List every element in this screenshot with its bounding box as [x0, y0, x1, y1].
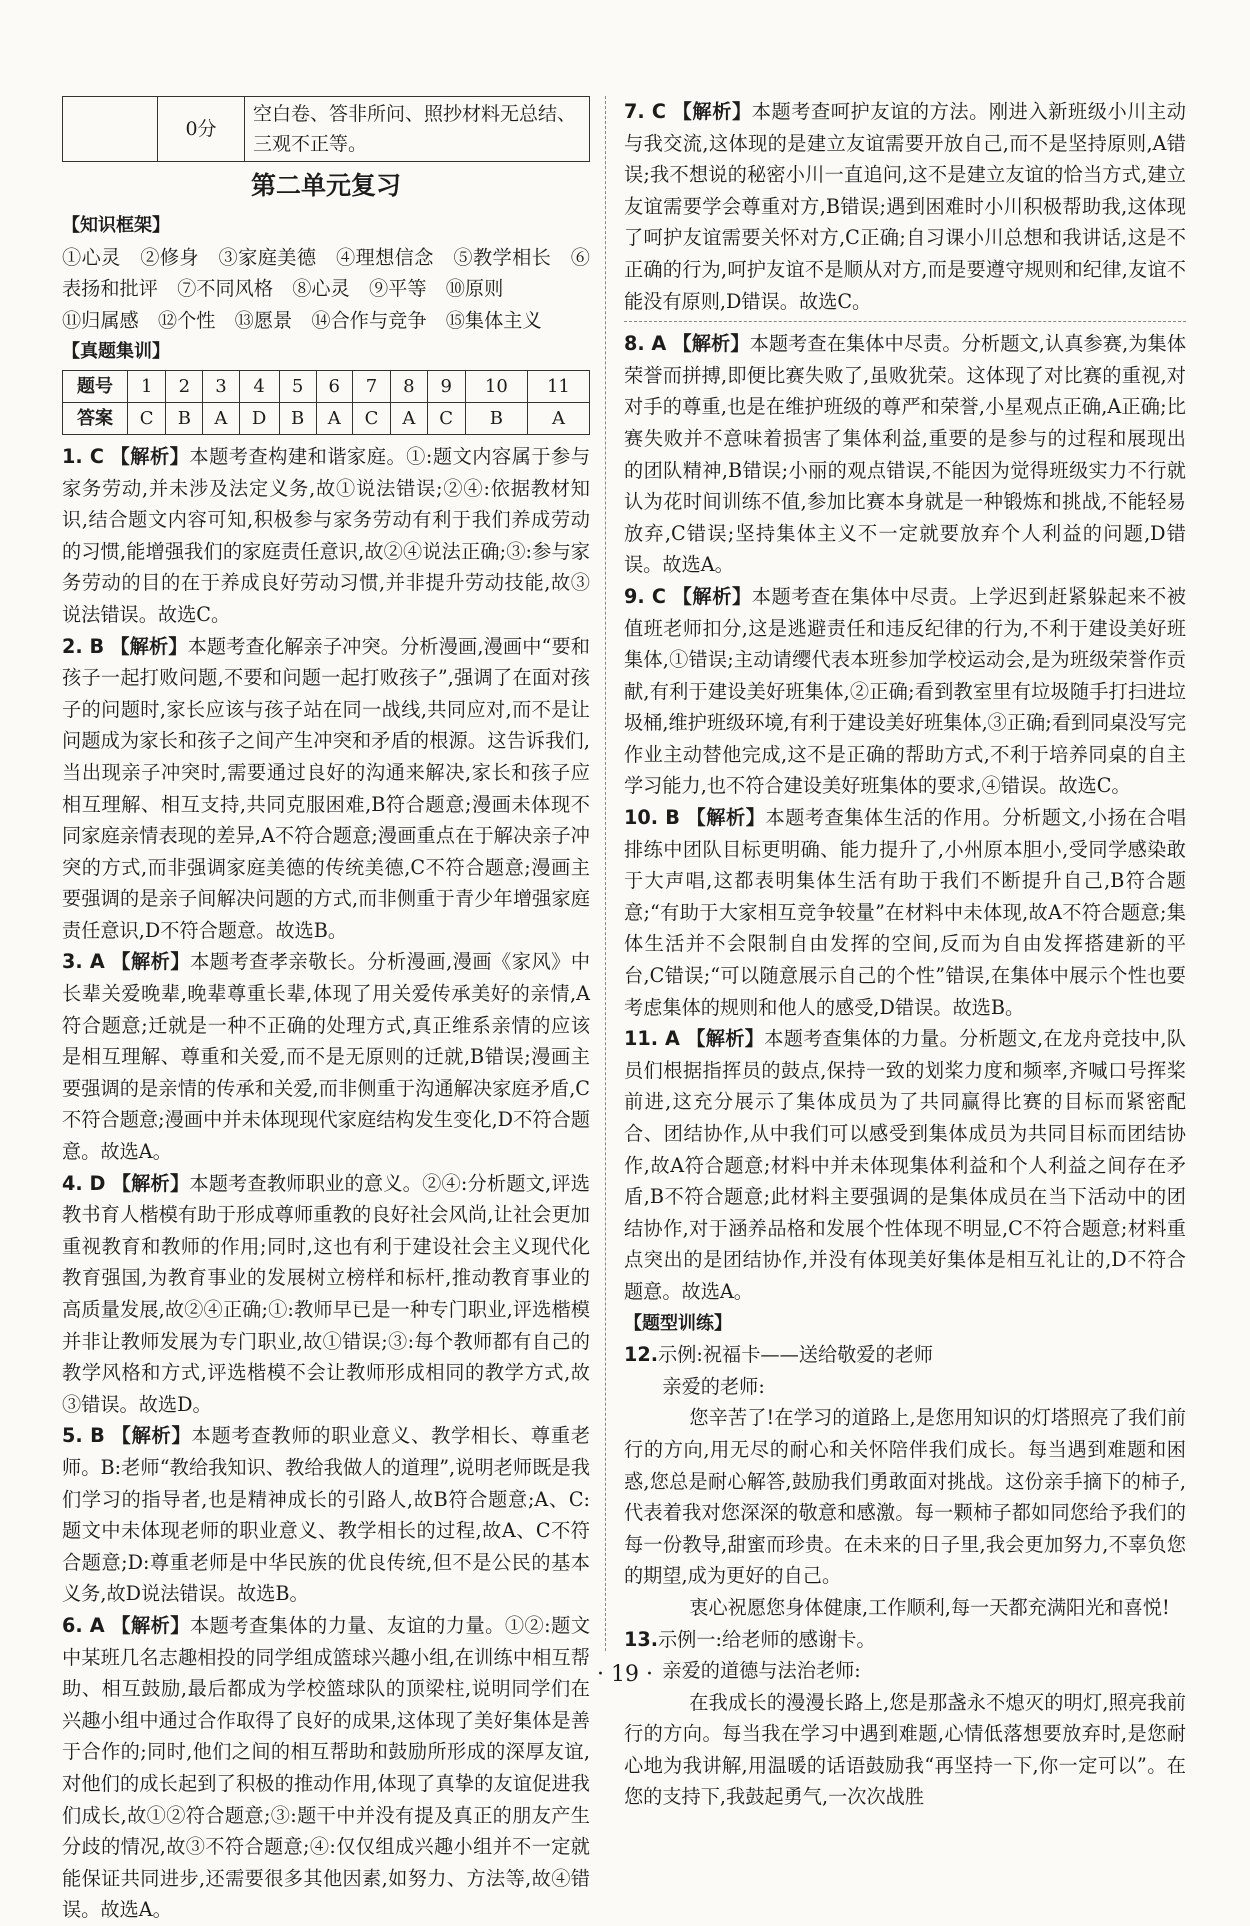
answer-table-number: 11 [527, 370, 589, 402]
q12-title [624, 1339, 1186, 1371]
analysis-text: 本题考查教师的职业意义、教学相长、尊重老师。B:老师“教给我知识、教给我做人的道理”,说明老师既是我们学习的指导者,也是精神成长的引路人,故B符合题意;A、C:题文中未体现老师的职业意义、教学相长的过程,故A、C不符合题意;D:尊重老师是中华民族的优良传统,但不是公民的基本义务,故D说法错误。故选B。 [62, 1424, 591, 1606]
item-number: 11. A [624, 1027, 680, 1051]
item-number: 12. [624, 1343, 658, 1367]
knowledge-label: 【知识框架】 [62, 215, 170, 236]
analysis-tag: 【解析】 [110, 634, 188, 658]
item-number: 7. C [624, 100, 666, 123]
real-exam-label: 【真题集训】 [62, 341, 170, 363]
answer-table-answer: A [391, 402, 427, 434]
analysis-item-11 [624, 1023, 1186, 1307]
answer-table-number: 10 [465, 370, 527, 402]
analysis-tag: 【解析】 [111, 950, 191, 974]
analysis-item-7 [624, 96, 1186, 317]
analysis-text: 本题考查呵护友谊的方法。刚进入新班级小川主动与我交流,这体现的是建立友谊需要开放自己,而不是坚持原则,A错误;我不想说的秘密小川一直追问,这不是建立友谊的恰当方式,建立友谊需要学会尊重对方,B错误;遇到困难时小川积极帮助我,这体现了呵护友谊需要关怀对方,C正确;自习课小川总想和我讲话,这是不正确的行为,呵护友谊不是顺从对方,而是要遵守规则和纪律,友谊不能没有原则,D错误。故选C。 [624, 100, 1186, 313]
q12-title-text: 示例:祝福卡——送给敬爱的老师 [658, 1343, 934, 1367]
q12-paragraph-1: 您辛苦了!在学习的道路上,是您用知识的灯塔照亮了我们前行的方向,用无尽的耐心和关怀陪伴我们成长。每当遇到难题和困惑,您总是耐心解答,鼓励我们勇敢面对挑战。这份亲手摘下的柿子,代表着我对您深深的敬意和感激。每一颗柿子都如同您给予我们的每一份教导,甜蜜而珍贵。在未来的日子里,我会更加努力,不辜负您的期望,成为更好的自己。 [624, 1406, 1186, 1588]
item-number: 4. D [62, 1171, 106, 1195]
knowledge-line-1: ①心灵 ②修身 ③家庭美德 ④理想信念 ⑤教学相长 ⑥表扬和批评 ⑦不同风格 ⑧心灵 ⑨平等 ⑩原则 [62, 245, 590, 301]
answer-table-number: 3 [203, 370, 239, 402]
analysis-item-3 [62, 946, 590, 1167]
score-table-blank [63, 97, 158, 162]
analysis-item-9 [624, 581, 1186, 802]
analysis-tag: 【解析】 [686, 1027, 765, 1051]
analysis-tag: 【解析】 [686, 806, 766, 830]
left-column [62, 96, 590, 1926]
answer-table-answer: C [427, 402, 465, 434]
training-label: 【题型训练】 [624, 1312, 732, 1334]
answer-table-number: 2 [166, 370, 203, 402]
answer-table-number: 1 [128, 370, 166, 402]
answer-table-answer: A [527, 402, 589, 434]
item-number: 13. [624, 1627, 658, 1651]
answer-table-answer: C [128, 402, 166, 434]
answer-table-answer: A [203, 402, 239, 434]
unit-title: 第二单元复习 [250, 171, 401, 200]
item-number: 3. A [62, 950, 105, 974]
answer-table-answer: B [465, 402, 527, 434]
answer-table-answer: B [166, 402, 203, 434]
analysis-item-1 [62, 441, 590, 631]
answer-table-number: 8 [391, 370, 427, 402]
answer-table-answer: C [352, 402, 390, 434]
analysis-text: 本题考查集体生活的作用。分析题文,小扬在合唱排练中团队目标更明确、能力提升了,小州原本胆小,受同学感染敢于大声唱,这都表明集体生活有助于我们不断提升自己,B符合题意;“有助于大家相互竞争较量”在材料中未体现,故A不符合题意;集体生活并不会限制自由发挥的空间,反而为自由发挥搭建新的平台,C错误;“可以随意展示自己的个性”错误,在集体中展示个性也要考虑集体的规则和他人的感受,D错误。故选B。 [624, 806, 1186, 1019]
answer-table [62, 370, 590, 435]
item-number: 1. C [62, 444, 104, 468]
q13-title [624, 1624, 1186, 1656]
analysis-text: 本题考查构建和谐家庭。①:题文内容属于参与家务劳动,并未涉及法定义务,故①说法错误;②④:依据教材知识,结合题文内容可知,积极参与家务劳动有利于我们养成劳动的习惯,能增强我们的家庭责任意识,故②④说法正确;③:参与家务劳动的目的在于养成良好劳动习惯,并非提升劳动技能,故③说法错误。故选C。 [62, 444, 591, 626]
q13-greeting: 亲爱的道德与法治老师: [662, 1659, 861, 1683]
analysis-text: 本题考查集体的力量、友谊的力量。①②:题文中某班几名志趣相投的同学组成篮球兴趣小组,在训练中相互帮助、相互鼓励,最后都成为学校篮球队的顶梁柱,说明同学们在兴趣小组中通过合作取得了良好的成果,这体现了美好集体是善于合作的;同时,他们之间的相互帮助和鼓励所形成的深厚友谊,对他们的成长起到了积极的推动作用,体现了真挚的友谊促进我们成长,故①②符合题意;③:题干中并没有提及真正的朋友产生分歧的情况,故③不符合题意;④:仅仅组成兴趣小组并不一定就能保证共同进步,还需要很多其他因素,如努力、方法等,故④错误。故选A。 [62, 1613, 591, 1922]
analysis-tag: 【解析】 [111, 1424, 192, 1448]
answer-table-header-answer: 答案 [63, 402, 128, 434]
analysis-text: 本题考查在集体中尽责。分析题文,认真参赛,为集体荣誉而拼搏,即便比赛失败了,虽败犹荣。这体现了对比赛的重视,对对手的尊重,也是在维护班级的尊严和荣誉,小星观点正确,A正确;比赛失败并不意味着损害了集体利益,重要的是参与的过程和展现出的团队精神,B错误;小丽的观点错误,不能因为觉得班级实力不行就认为花时间训练不值,参加比赛本身就是一种锻炼和挑战,不能轻易放弃,C错误;坚持集体主义不一定就要放弃个人利益的问题,D错误。故选A。 [624, 332, 1187, 577]
column-divider [605, 96, 606, 1651]
analysis-text: 本题考查教师职业的意义。②④:分析题文,评选教书育人楷模有助于形成尊师重教的良好社会风尚,让社会更加重视教育和教师的作用;同时,这也有利于建设社会主义现代化教育强国,为教育事业的发展树立榜样和标杆,推动教育事业的高质量发展,故②④正确;①:教师早已是一种专门职业,评选楷模并非让教师发展为专门职业,故①错误;③:每个教师都有自己的教学风格和方式,评选楷模不会让教师形成相同的教学方式,故③错误。故选D。 [62, 1171, 590, 1416]
item-number: 9. C [624, 584, 666, 608]
answer-table-answer: D [239, 402, 279, 434]
analysis-item-6 [62, 1610, 590, 1926]
answer-table-row-numbers [63, 370, 590, 402]
answer-table-answer: B [279, 402, 316, 434]
analysis-tag: 【解析】 [672, 100, 752, 123]
item-number: 6. A [62, 1613, 105, 1637]
answer-table-number: 6 [316, 370, 352, 402]
q13-title-text: 示例一:给老师的感谢卡。 [658, 1627, 876, 1651]
answer-table-number: 5 [279, 370, 316, 402]
analysis-item-8 [624, 328, 1186, 581]
q12-greeting: 亲爱的老师: [662, 1374, 765, 1398]
item-number: 8. A [624, 332, 667, 356]
item-number: 2. B [62, 634, 105, 658]
analysis-text: 本题考查化解亲子冲突。分析漫画,漫画中“要和孩子一起打败问题,不要和问题一起打败孩子”,强调了在面对孩子的问题时,家长应该与孩子站在同一战线,共同应对,而不是让问题成为家长和孩子之间产生冲突和矛盾的根源。这告诉我们,当出现亲子冲突时,需要通过良好的沟通来解决,家长和孩子应相互理解、相互支持,共同克服困难,B符合题意;漫画未体现不同家庭亲情表现的差异,A不符合题意;漫画重点在于解决亲子冲突的方式,而非强调家庭美德的传统美德,C不符合题意;漫画主要强调的是亲子间解决问题的方式,而非侧重于青少年增强家庭责任意识,D不符合题意。故选B。 [62, 634, 590, 942]
answer-table-answer: A [316, 402, 352, 434]
analysis-tag: 【解析】 [672, 332, 750, 356]
score-cell: 0分 [158, 97, 245, 162]
analysis-item-5 [62, 1420, 590, 1610]
knowledge-line-2: ⑪归属感 ⑫个性 ⑬愿景 ⑭合作与竞争 ⑮集体主义 [62, 308, 542, 332]
item-number: 5. B [62, 1424, 105, 1448]
item-number: 10. B [624, 806, 680, 830]
answer-table-number: 4 [239, 370, 279, 402]
q12-paragraph-2: 衷心祝愿您身体健康,工作顺利,每一天都充满阳光和喜悦! [689, 1595, 1170, 1619]
analysis-text: 本题考查集体的力量。分析题文,在龙舟竞技中,队员们根据指挥员的鼓点,保持一致的划桨力度和频率,齐喊口号挥桨前进,这充分展示了集体成员为了共同赢得比赛的目标而紧密配合、团结协作,从中我们可以感受到集体成员为共同目标而团结协作,故A符合题意;材料中并未体现集体利益和个人利益之间存在矛盾,B不符合题意;此材料主要强调的是集体成员在当下活动中的团结协作,对于涵养品格和发展个性体现不明显,C不符合题意;材料重点突出的是团结协作,并没有体现美好集体是相互礼让的,D不符合题意。故选A。 [624, 1027, 1186, 1303]
section-divider [624, 321, 1186, 322]
answer-table-number: 7 [352, 370, 390, 402]
analysis-item-2 [62, 631, 590, 947]
page-number: · 19 · [597, 1662, 653, 1687]
answer-table-header-number: 题号 [63, 370, 128, 402]
analysis-text: 本题考查在集体中尽责。上学迟到赶紧躲起来不被值班老师扣分,这是逃避责任和违反纪律的行为,不利于建设美好班集体,①错误;主动请缨代表本班参加学校运动会,是为班级荣誉作贡献,有利于建设美好班集体,②正确;看到教室里有垃圾随手打扫进垃圾桶,维护班级环境,有利于建设美好班集体,③正确;看到同桌没写完作业主动替他完成,这不是正确的帮助方式,不利于培养同桌的自主学习能力,也不符合建设美好班集体的要求,④错误。故选C。 [624, 584, 1187, 798]
analysis-text: 本题考查孝亲敬长。分析漫画,漫画《家风》中长辈关爱晚辈,晚辈尊重长辈,体现了用关爱传承美好的亲情,A符合题意;迁就是一种不正确的处理方式,真正维系亲情的应该是相互理解、尊重和关爱,而不是无原则的迁就,B错误;漫画主要强调的是亲情的传承和关爱,而非侧重于沟通解决家庭矛盾,C不符合题意;漫画中并未体现现代家庭结构发生变化,D不符合题意。故选A。 [62, 950, 591, 1164]
right-column [624, 96, 1186, 1813]
answer-table-row-answers [63, 402, 590, 434]
analysis-item-4 [62, 1168, 590, 1421]
analysis-tag: 【解析】 [110, 444, 190, 468]
analysis-tag: 【解析】 [111, 1613, 190, 1637]
answer-table-number: 9 [427, 370, 465, 402]
q13-paragraph-1: 在我成长的漫漫长路上,您是那盏永不熄灭的明灯,照亮我前行的方向。每当我在学习中遇到难题,心情低落想要放弃时,是您耐心地为我讲解,用温暖的话语鼓励我“再坚持一下,你一定可以”。在您的支持下,我鼓起勇气,一次次战胜 [624, 1690, 1186, 1809]
analysis-tag: 【解析】 [672, 584, 752, 608]
analysis-tag: 【解析】 [111, 1171, 190, 1195]
analysis-item-10 [624, 802, 1186, 1023]
score-table [62, 96, 590, 162]
score-desc-cell: 空白卷、答非所问、照抄材料无总结、三观不正等。 [245, 97, 590, 162]
